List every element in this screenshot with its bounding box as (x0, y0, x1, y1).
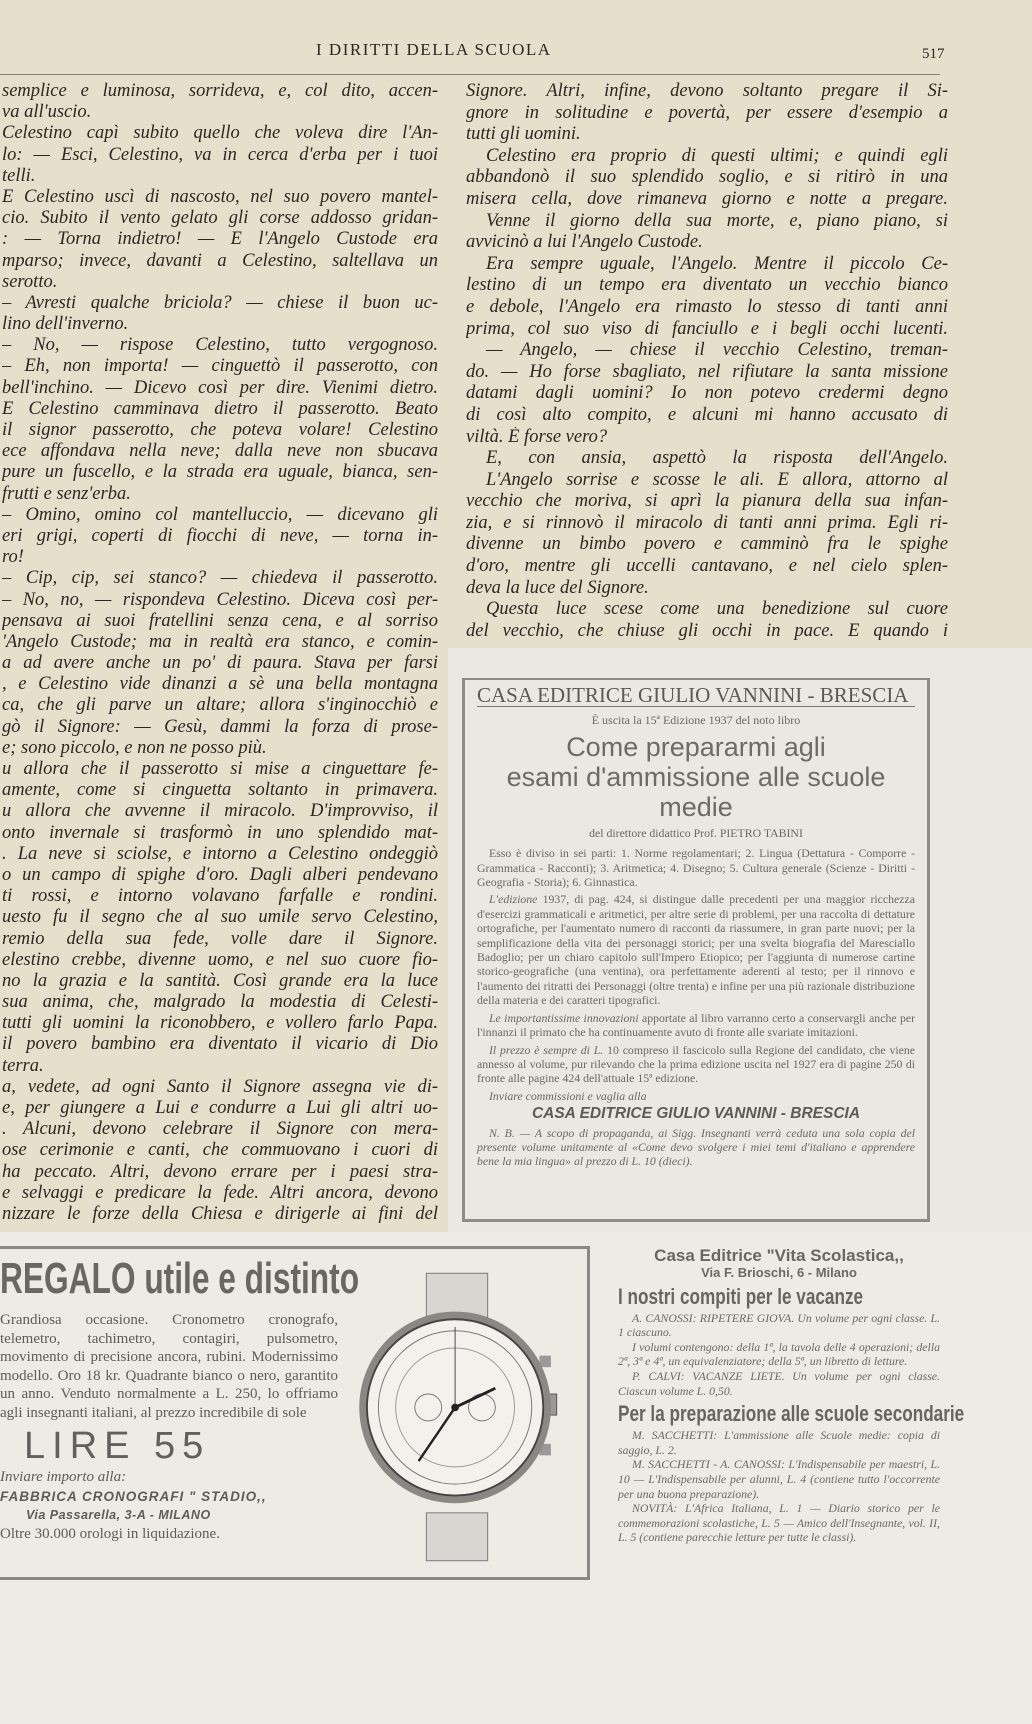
article-line: misera cella, dove rimaneva giorno e notte a pregare. (466, 188, 948, 209)
article-line: 'Angelo Custode; ma in realtà era stanco, e comin- (2, 631, 438, 652)
article-line: il povero bambino era diventato il vicario di Dio (2, 1034, 438, 1055)
article-line: d'oro, mentre gli uccelli cantavano, e nel cielo splen- (466, 556, 948, 577)
article-line: no la grazia e la santità. Così grande era la luce (2, 970, 438, 991)
page-number: 517 (922, 46, 945, 62)
article-line: gnore in solitudine e povertà, per essere d'esempio a (466, 102, 948, 123)
article-line: cio. Subito il vento gelato gli corse addosso gridan- (2, 208, 438, 229)
book-author: del direttore didattico Prof. PIETRO TABINI (589, 825, 803, 840)
nota-bene (477, 1126, 915, 1169)
article-line: u allora che avvenne il miracolo. D'improvviso, il (2, 801, 438, 822)
article-line: — Angelo, — chiese il vecchio Celestino, treman- (486, 340, 948, 361)
innovations-lead: Le importantissime innovazioni (489, 1010, 639, 1025)
page-header (0, 38, 1032, 68)
article-line: Celestino era proprio di questi ultimi; e quindi egli (486, 145, 948, 166)
article-line: . La neve si sciolse, e intorno a Celestino ondeggiò (2, 843, 438, 864)
vita-address: Via F. Brioschi, 6 - Milano (701, 1265, 857, 1280)
article-line: zia, e si rinnovò il miracolo di tanti anni prima. Egli ri- (466, 512, 948, 533)
publisher-name-2: CASA EDITRICE GIULIO VANNINI - BRESCIA (531, 1105, 861, 1123)
article-line: lino dell'inverno. (2, 314, 129, 335)
edition-description (477, 892, 915, 1007)
article-line: ca, che gli parve un altare; allora s'inginocchiò e (2, 695, 438, 716)
article-line: Venne il giorno della sua morte, e, piano piano, si (486, 210, 948, 231)
article-line: Era sempre uguale, l'Angelo. Mentre il piccolo Ce- (486, 253, 948, 274)
price-text: 10 compreso il fascicolo sulla Regione del candidato, che viene annesso al volume, pur rilevando che la prima edizione uscita nel 1927 era di pagine 250 di fronte alle pagine 424 dell'attuale 15ª edizione. (477, 1042, 915, 1086)
article-line: serotto. (2, 271, 58, 292)
article-line: mparso; invece, davanti a Celestino, saltellava un (2, 250, 438, 271)
article-line: – Avresti qualche briciola? — chiese il buon uc- (2, 292, 438, 313)
article-line: Celestino capì subito quello che voleva dire l'An- (2, 123, 438, 144)
article-line: terra. (2, 1055, 44, 1076)
article-line: uesto fu il segno che al suo umile servo Celestino, (2, 907, 438, 928)
article-line: lestino di un tempo era diventato un vecchio bianco (466, 275, 948, 296)
advertisement-watch (0, 1246, 590, 1580)
article-line: e debole, l'Angelo era rimasto lo stesso di tanti anni (466, 296, 948, 317)
article-line: elestino crebbe, divenne uomo, e nel suo cuore fio- (2, 949, 438, 970)
article-line: tutti gli uomini. (466, 124, 581, 145)
article-left-column (2, 81, 438, 1225)
vita-publisher: Casa Editrice "Vita Scolastica,, (654, 1246, 904, 1265)
article-line: remio della sua fede, volle dare il Signore. (2, 928, 438, 949)
article-line: datami dagli uomini? Io non potevo credermi degno (466, 383, 948, 404)
article-line: a, vedete, ad ogni Santo il Signore assegna vie di- (2, 1076, 438, 1097)
article-line: Questa luce scese come una benedizione sul cuore (486, 599, 948, 620)
innovations (477, 1011, 915, 1040)
article-line: telli. (2, 165, 36, 186)
article-line: abbandonò il suo splendido soglio, e si ritirò in una (466, 167, 948, 188)
article-right-column (466, 81, 948, 642)
vita-section-secondarie: Per la preparazione alle scuole secondarie (618, 1401, 965, 1427)
article-line: eri grigi, coperti di fiocchi di neve, — torna in- (2, 525, 438, 546)
article-line: E Celestino camminava dietro il passerotto. Beato (2, 398, 438, 419)
watch-headline-wrap (0, 1253, 360, 1307)
article-line: prima, col suo viso di fanciullo e i begli occhi lucenti. (466, 318, 948, 339)
nb-lead: N. B. — (489, 1125, 531, 1140)
article-line: E, con ansia, aspettò la risposta dell'Angelo. (486, 448, 948, 469)
publisher-name: CASA EDITRICE GIULIO VANNINI - BRESCIA (477, 688, 915, 707)
vita-item: A. CANOSSI: RIPETERE GIOVA. Un volume per ogni classe. L. 1 ciascuno. (618, 1310, 940, 1340)
advertisement-vannini (462, 678, 930, 1222)
article-line: , e Celestino vide dinanzi a sè una bella montagna (2, 674, 438, 695)
article-line: – Cip, cip, sei stanco? — chiedeva il passerotto. (2, 568, 438, 589)
article-line: do. — Ho forse sbagliato, nel rifiutare la santa missione (466, 361, 948, 382)
article-line: gò il Signore: — Gesù, dammi la forza di prose- (2, 716, 438, 737)
book-title (477, 732, 915, 822)
article-line: ha peccato. Altri, devono errare per i paesi stra- (2, 1161, 438, 1182)
article-line: e selvaggi e predicare la fede. Altri ancora, devono (2, 1182, 438, 1203)
article-line: nizzare le forze della Chiesa e dirigerle ai fini del (2, 1203, 438, 1224)
book-parts: Esso è diviso in sei parti: 1. Norme regolamentari; 2. Lingua (Dettatura - Comporre - Grammatica - Racconti); 3. Aritmetica; 4. Disegno; 5. Cultura generale (Scienze - Diritti - Geografia - Storia); 6. Ginnastica. (477, 846, 915, 890)
article-line: va all'uscio. (2, 102, 92, 123)
article-line: . Alcuni, devono celebrare il Signore con mera- (2, 1119, 438, 1140)
send-orders: Inviare commissioni e vaglia alla (489, 1088, 647, 1103)
article-line: divenne un bimbo povero e camminò fra le spighe (466, 534, 948, 555)
price-lead: Il prezzo è sempre di L. (489, 1042, 604, 1057)
watch-strap-bottom (426, 1513, 487, 1561)
article-line: – No, — rispose Celestino, tutto vergognoso. (2, 335, 438, 356)
article-line: e, per giungere a Lui e condurre a Lui gli altri uo- (2, 1098, 438, 1118)
article-line: di così alto compito, e alcuni mi hanno accusato di (466, 404, 948, 425)
article-line: ece affondava nella neve; dalla neve non sbucava (2, 441, 438, 462)
article-line: onto invernale si trasformò in uno splendido mat- (2, 822, 438, 843)
article-line: deva la luce del Signore. (466, 577, 649, 598)
article-line: o un campo di spighe d'oro. Dagli alberi pendevano (2, 864, 438, 885)
watch-maker: FABBRICA CRONOGRAFI " STADIO,, (0, 1489, 267, 1504)
edition-text: 1937, di pag. 424, si distingue dalle precedenti per una maggior ricchezza d'esercizi grammaticali e aritmetici, per altre serie di problemi, per una raccolta di dettature ortografiche, per l'aumentato numero di racconti da riassumere, in gran parte nuovi; per la semplificazione della vita dei personaggi storici; per una svelta biografia del Maresciallo Badoglio; per un chiaro capitolo sull'Impero Etiopico; per l'aggiunta di numerose cartine storico-geografiche (una ventina), ora perfettamente aderenti al testo; per il rinnovo e l'aumento dei ritratti dei Personaggi (oltre trenta) e infine per una più razionale distribuzione della materia e dei caratteri tipografici. (477, 892, 916, 1008)
vita-item: M. SACCHETTI - A. CANOSSI: L'Indispensabile per maestri, L. 10 — L'Indispensabile per alunni, L. 4 (contiene tutto l'occorrente per una buona preparazione). (618, 1457, 940, 1501)
article-line: semplice e luminosa, sorrideva, e, col dito, accen- (2, 81, 438, 101)
vita-item: NOVITÀ: L'Africa Italiana, L. 1 — Diario storico per le commemorazioni scolastiche, L. 5 — Amico dell'Insegnante, vol. II, L. 5 (contiene parecchie letture per tutte le classi). (618, 1501, 940, 1545)
article-line: – No, no, — rispondeva Celestino. Diceva così per- (2, 589, 438, 610)
article-line: del vecchio, che chiuse gli occhi in pace. E quando i (466, 620, 948, 641)
article-line: u allora che il passerotto si mise a cinguettare fe- (2, 759, 438, 779)
article-line: sua anima, che, malgrado la modestia di Celesti- (2, 992, 438, 1013)
article-line: a ad avere anche un po' di paura. Stava per farsi (2, 653, 438, 674)
article-line: Signore. Altri, infine, devono soltanto pregare il Si- (466, 81, 948, 101)
watch-description: Grandiosa occasione. Cronometro cronografo, telemetro, tachimetro, contagiri, pulsometro, movimento di precisione ancora, rubini. Modernissimo modello. Oro 18 kr. Quadrante bianco o nero, garantito un anno. Venduto normalmente a L. 250, lo offriamo agli insegnanti italiani, al prezzo incredibile di sole (0, 1312, 338, 1421)
article-line: il signor passerotto, che poteva volare! Celestino (2, 420, 438, 440)
watch-strap-top (426, 1273, 487, 1317)
article-line: e; sono piccolo, e non ne posso più. (2, 737, 267, 758)
watch-headline: REGALO utile e distinto (0, 1254, 360, 1303)
chronograph-watch-illustration (342, 1267, 572, 1567)
edition-lead: L'edizione (489, 892, 538, 907)
vita-item: P. CALVI: VACANZE LIETE. Un volume per ogni classe. Ciascun volume L. 0,50. (618, 1368, 940, 1398)
header-rule (0, 74, 940, 75)
watch-ad-text (0, 1249, 360, 1550)
article-line: avvicinò a lui l'Angelo Custode. (466, 232, 703, 253)
article-line: lo: — Esci, Celestino, va in cerca d'erba per i tuoi (2, 144, 438, 165)
nb-text: A scopo di propaganda, ai Sigg. Insegnanti verrà ceduta una sola copia del presente volume unitamente al «Come devo svolgere i miei temi d'italiano e apprendere bene la mia lingua» al prezzo di L. 10 (dieci). (477, 1125, 915, 1169)
article-line: ose cerimonie e canti, che commuovano i cuori di (2, 1140, 438, 1161)
article-line: ti rossi, e intorno volavano farfalle e rondini. (2, 886, 438, 907)
watch-stock-note: Oltre 30.000 orologi in liquidazione. (0, 1526, 220, 1542)
article-line: – Omino, omino col mantelluccio, — dicevano gli (2, 504, 438, 525)
book-title-line-1: Come prepararmi agli (566, 731, 826, 762)
watch-center-pin (451, 1404, 459, 1412)
article-line: viltà. È forse vero? (466, 426, 608, 447)
article-line: bell'inchino. — Dicevo così per dire. Vienimi dietro. (2, 377, 438, 398)
book-title-line-2: esami d'ammissione alle scuole medie (506, 761, 886, 822)
edition-note: È uscita la 15ª Edizione 1937 del noto libro (591, 713, 801, 728)
article-line: frutti e senz'erba. (2, 483, 131, 504)
article-line: amente, come si cinguetta soltanto in primavera. (2, 780, 438, 801)
article-line: L'Angelo sorrise e scosse le ali. E allora, attorno al (486, 469, 948, 490)
article-line: pure un fuscello, e la strada era uguale, bianca, sen- (2, 462, 438, 483)
vita-item: M. SACCHETTI: L'ammissione alle Scuole medie: copia di saggio, L. 2. (618, 1428, 940, 1457)
watch-price: LIRE 55 (24, 1425, 211, 1467)
price-note (477, 1043, 915, 1086)
innovations-text: apportate al libro varranno certo a conservargli anche per l'innanzi il primato che ha continuamente avuto di fronte alle svariate imitazioni. (477, 1010, 916, 1040)
article-line: tutti gli uomini la riconobbero, e vollero farlo Papa. (2, 1013, 438, 1034)
watch-maker-address: Via Passarella, 3-A - MILANO (26, 1508, 211, 1522)
watch-send-note: Inviare importo alla: (0, 1469, 127, 1485)
article-line: pensava ai suoi fratellini senza cena, e al sorriso (2, 610, 438, 631)
advertisement-vita-scolastica (618, 1246, 965, 1545)
article-line: : — Torna indietro! — E l'Angelo Custode era (2, 229, 438, 250)
running-title: I DIRITTI DELLA SCUOLA (316, 40, 552, 59)
vita-item: I volumi contengono: della 1ª, la tavola delle 4 operazioni; della 2ª, 3ª e 4ª, un equivalenziatore; della 5ª, un libretto di letture. (618, 1339, 940, 1369)
article-line: ro! (2, 547, 24, 568)
article-line: vecchio che moriva, si aprì la pianura della sua infan- (466, 491, 948, 512)
vita-section-vacanze: I nostri compiti per le vacanze (618, 1283, 864, 1309)
article-line: – Eh, non importa! — cinguettò il passerotto, con (2, 356, 438, 377)
article-line: E Celestino uscì di nascosto, nel suo povero mantel- (2, 186, 438, 207)
